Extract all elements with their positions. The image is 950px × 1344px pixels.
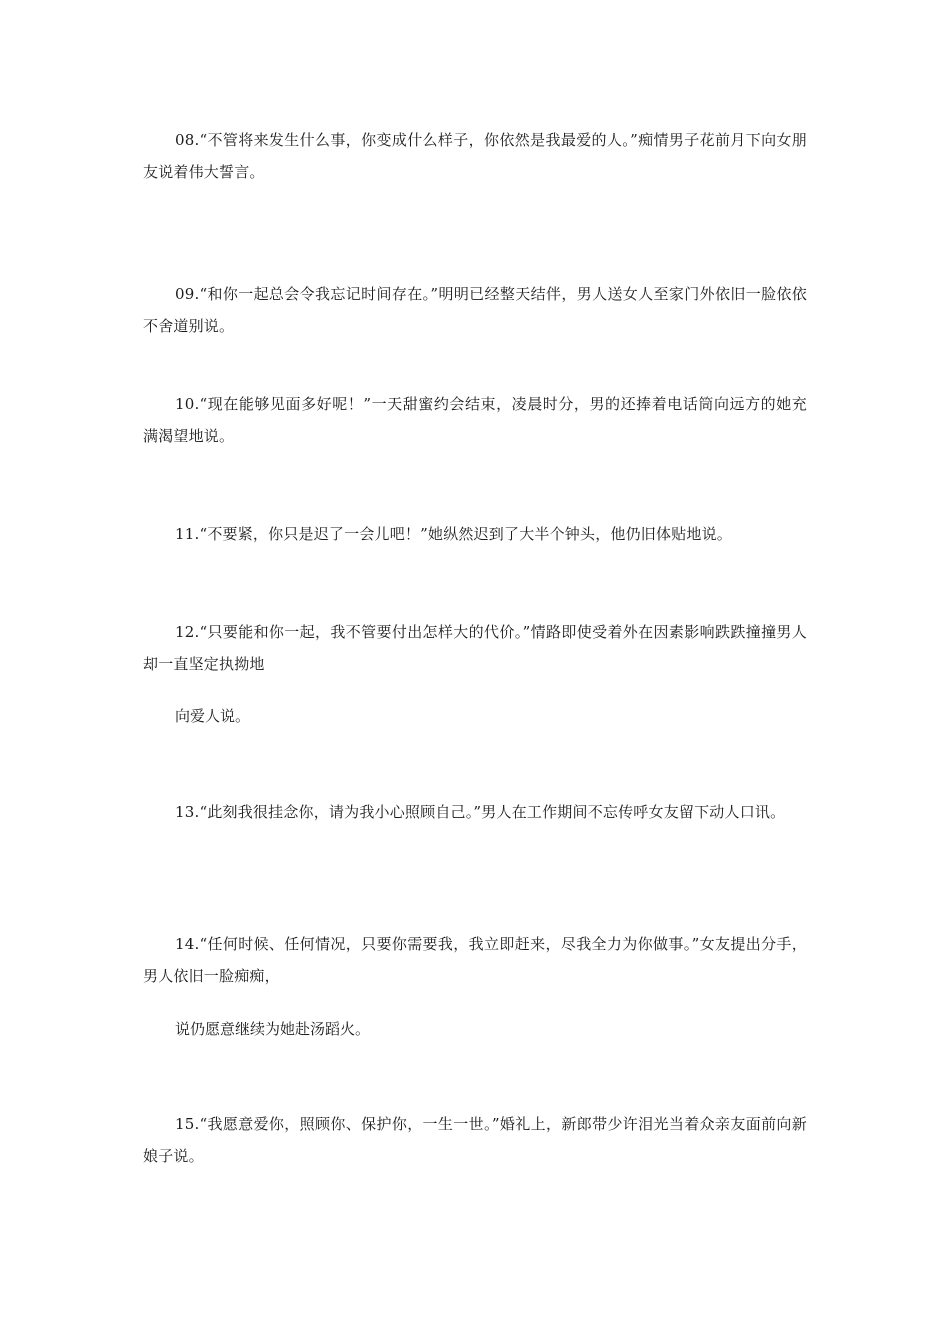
paragraph-13: 13.“此刻我很挂念你，请为我小心照顾自己。”男人在工作期间不忘传呼女友留下动人口讯。	[175, 803, 786, 821]
paragraph-14-continuation: 说仍愿意继续为她赴汤蹈火。	[175, 1020, 371, 1038]
paragraph-08: 08.“不管将来发生什么事，你变成什么样子，你依然是我最爱的人。”痴情男子花前月下向女朋友说着伟大誓言。	[143, 131, 807, 181]
paragraph-12: 12.“只要能和你一起，我不管要付出怎样大的代价。”情路即使受着外在因素影响跌跌撞撞男人却一直坚定执拗地	[143, 623, 807, 673]
paragraph-09: 09.“和你一起总会令我忘记时间存在。”明明已经整天结伴，男人送女人至家门外依旧一脸依依不舍道别说。	[143, 285, 807, 335]
paragraph-15: 15.“我愿意爱你，照顾你、保护你，一生一世。”婚礼上，新郎带少许泪光当着众亲友面前向新娘子说。	[143, 1115, 807, 1165]
paragraph-11: 11.“不要紧，你只是迟了一会儿吧！”她纵然迟到了大半个钟头，他仍旧体贴地说。	[175, 525, 732, 543]
paragraph-12-continuation: 向爱人说。	[175, 707, 251, 725]
paragraph-14: 14.“任何时候、任何情况，只要你需要我，我立即赶来，尽我全力为你做事。”女友提出分手，男人依旧一脸痴痴，	[143, 935, 807, 985]
paragraph-10: 10.“现在能够见面多好呢！”一天甜蜜约会结束，凌晨时分，男的还捧着电话筒向远方的她充满渴望地说。	[143, 395, 807, 445]
